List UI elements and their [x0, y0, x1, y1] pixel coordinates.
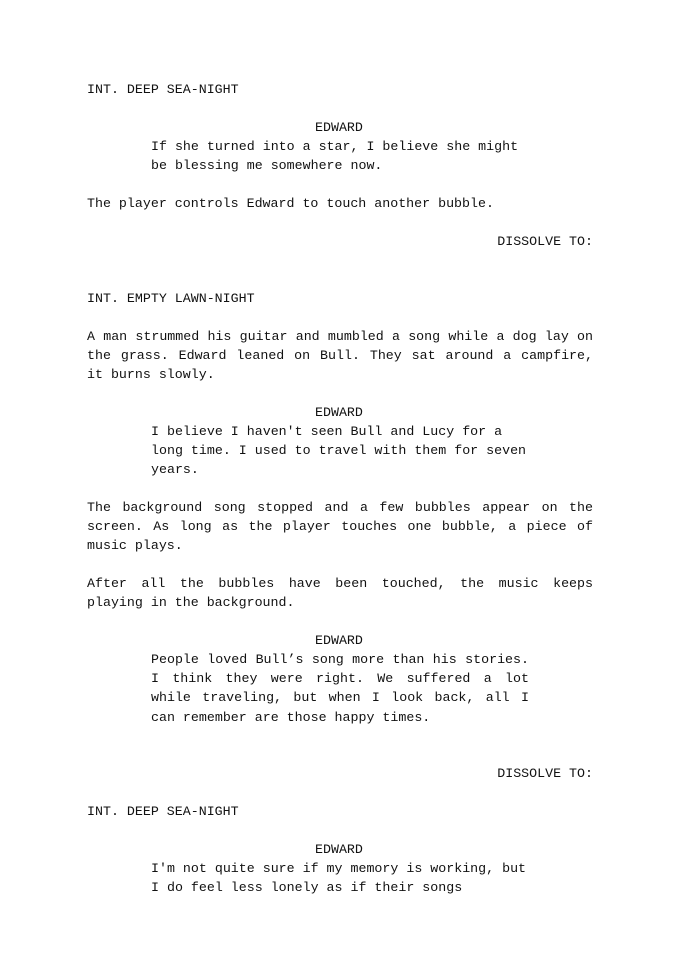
action-line: After all the bubbles have been touched, the music keeps playing in the background.: [87, 576, 593, 611]
scene-heading: INT. DEEP SEA-NIGHT: [87, 804, 239, 819]
character-name: EDWARD: [315, 405, 363, 420]
dialogue: I believe I haven't seen Bull and Lucy for a long time. I used to travel with them for seven years.: [151, 424, 527, 478]
transition: DISSOLVE TO:: [497, 234, 593, 249]
scene-heading: INT. DEEP SEA-NIGHT: [87, 82, 239, 97]
action-line: The player controls Edward to touch another bubble.: [87, 196, 494, 211]
action-line: A man strummed his guitar and mumbled a song while a dog lay on the grass. Edward leaned on Bull. They sat around a campfire, it burns slowly.: [87, 329, 593, 383]
character-name: EDWARD: [315, 120, 363, 135]
dialogue: I'm not quite sure if my memory is working, but I do feel less lonely as if their songs: [151, 861, 527, 896]
character-name: EDWARD: [315, 842, 363, 857]
dialogue: If she turned into a star, I believe she might be blessing me somewhere now.: [151, 139, 519, 174]
character-name: EDWARD: [315, 633, 363, 648]
scene-heading: INT. EMPTY LAWN-NIGHT: [87, 291, 255, 306]
transition: DISSOLVE TO:: [497, 766, 593, 781]
dialogue: People loved Bull’s song more than his stories. I think they were right. We suffered a lot while traveling, but when I look back, all I can remember are those happy times.: [151, 652, 529, 725]
action-line: The background song stopped and a few bubbles appear on the screen. As long as the player touches one bubble, a piece of music plays.: [87, 500, 593, 554]
